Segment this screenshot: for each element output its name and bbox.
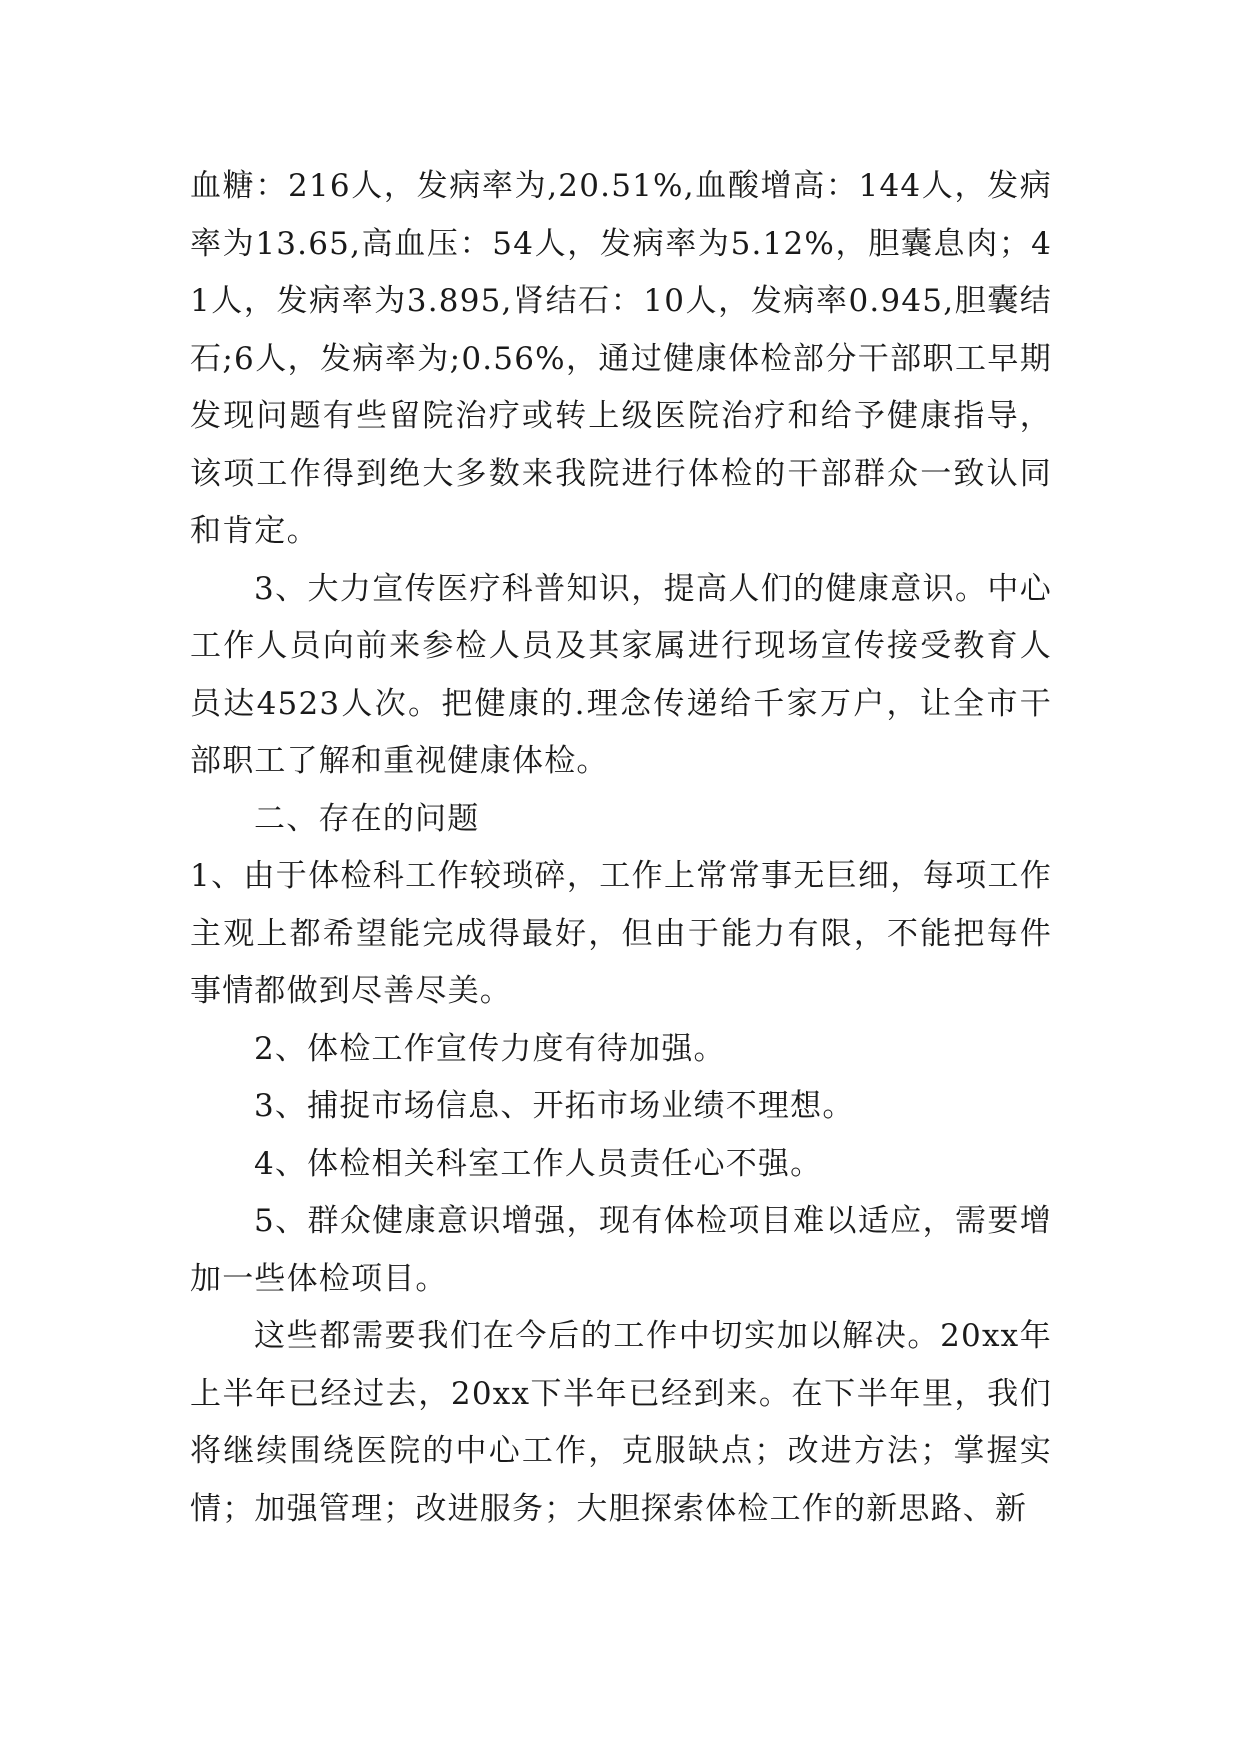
problem-item-4: 4、体检相关科室工作人员责任心不强。: [254, 1145, 823, 1182]
problem-item-2: 2、体检工作宣传力度有待加强。: [254, 1030, 726, 1067]
problem-item-3: 3、捕捉市场信息、开拓市场业绩不理想。: [254, 1088, 855, 1124]
paragraph-health-education: 3、大力宣传医疗科普知识，提高人们的健康意识。中心工作人员向前来参检人员及其家属进行现场宣传接受教育人员达4523人次。把健康的.理念传递给千家万户，让全市干部职工了解和重视健康体检。: [190, 570, 1052, 779]
paragraph-conclusion: 这些都需要我们在今后的工作中切实加以解决。20xx年上半年已经过去，20xx下半年已经到来。在下半年里，我们将继续围绕医院的中心工作，克服缺点；改进方法；掌握实情；加强管理；改进服务；大胆探索体检工作的新思路、新: [190, 1318, 1052, 1527]
paragraph-statistics: 血糖：216人，发病率为,20.51%,血酸增高：144人，发病率为13.65,高血压：54人，发病率为5.12%，胆囊息肉；41人，发病率为3.895,肾结石：10人，发病率0.945,胆囊结石;6人，发病率为;0.56%，通过健康体检部分干部职工早期发现问题有些留院治疗或转上级医院治疗和给予健康指导，该项工作得到绝大多数来我院进行体检的干部群众一致认同和肯定。: [190, 168, 1052, 549]
problem-item-1: 1、由于体检科工作较琐碎，工作上常常事无巨细，每项工作主观上都希望能完成得最好，但由于能力有限，不能把每件事情都做到尽善尽美。: [190, 858, 1052, 1009]
document-body: [190, 158, 1052, 1538]
problem-item-5: 5、群众健康意识增强，现有体检项目难以适应，需要增加一些体检项目。: [190, 1203, 1052, 1297]
section-heading-problems: 二、存在的问题: [254, 800, 480, 837]
